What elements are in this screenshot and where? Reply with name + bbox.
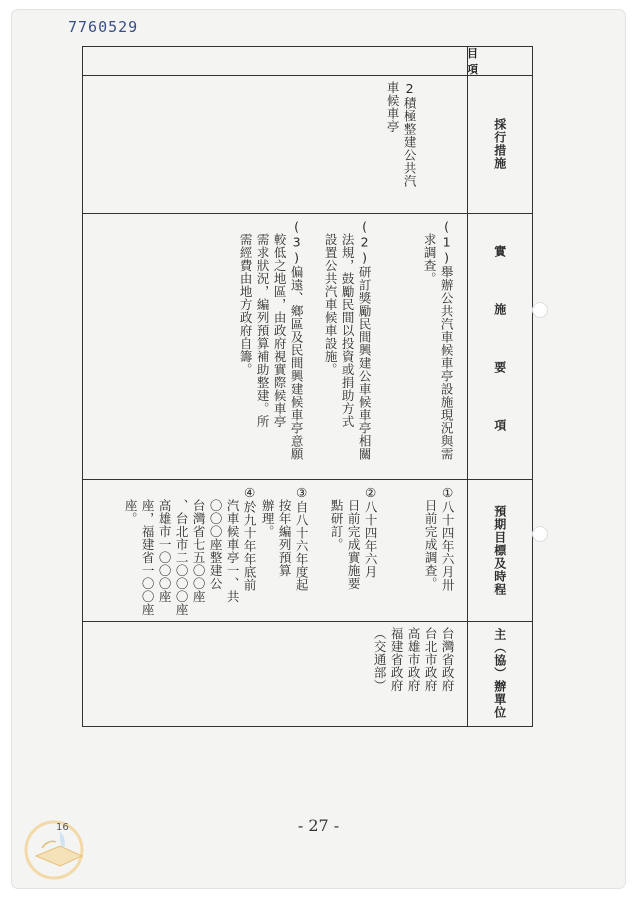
item-line: (1)舉辦公共汽車候車亭設施現況與需 (439, 219, 455, 461)
row-header-agencies: 主（協）辦單位 (492, 628, 507, 719)
item-line: 需求狀況，編列預算補助整建。所 (255, 233, 271, 428)
archive-logo-icon (20, 812, 100, 882)
target-line: ①八十四年六月卅 (440, 485, 456, 592)
item-line: 較低之地區，由政府視實際候車亭 (272, 233, 288, 428)
header-column-title: 目 項 (467, 47, 492, 76)
page-number: - 27 - (297, 816, 340, 835)
agency-line: 高雄市政府 (406, 627, 422, 692)
svg-text:16: 16 (56, 822, 69, 833)
binder-hole (532, 302, 548, 318)
item-line: (2)研訂獎勵民間興建公車候車亭相關 (357, 219, 373, 461)
row-divider (83, 75, 532, 76)
target-line: 台灣省七五〇〇座 (191, 499, 207, 603)
plan-table (82, 46, 533, 727)
target-line: ④於九十年年底前 (242, 485, 258, 592)
measure-line: 2積極整建公共汽 (402, 81, 418, 188)
document-number: 7760529 (68, 18, 139, 36)
binder-hole (532, 526, 548, 542)
target-line: 按年編列預算 (277, 499, 293, 577)
row-divider (83, 621, 532, 622)
measure-line: 車候車亭 (385, 81, 401, 133)
target-line: 辦理。 (260, 499, 276, 538)
row-divider (83, 479, 532, 480)
target-line: 座。 (123, 499, 139, 525)
row-header-targets: 預期目標及時程 (492, 504, 507, 596)
target-line: 〇〇〇座整建公 (208, 499, 224, 590)
target-line: 、台北市二〇〇〇座 (174, 499, 190, 616)
agency-line: 台灣省政府 (440, 627, 456, 692)
target-line: ②八十四年六月 (363, 485, 379, 579)
item-line: 求調查。 (422, 233, 438, 285)
agency-line: （交通部） (372, 627, 388, 692)
item-line: 法規，鼓勵民間以投資或捐助方式 (340, 233, 356, 428)
target-line: 座，福建省一〇〇座 (140, 499, 156, 616)
target-line: ③自八十六年度起 (294, 485, 310, 592)
target-line: 高雄市一〇〇〇座 (157, 499, 173, 603)
item-line: 需經費由地方政府自籌。 (238, 233, 254, 376)
agency-line: 台北市政府 (423, 627, 439, 692)
row-divider (83, 213, 532, 214)
target-line: 日前完成調查。 (423, 499, 439, 590)
target-line: 點研訂。 (329, 499, 345, 551)
row-header-measures: 採行措施 (492, 118, 507, 170)
target-line: 汽車候車亭一、共 (225, 499, 241, 603)
row-header-items: 實 施 要 項 (492, 245, 507, 447)
item-line: 設置公共汽車候車設施。 (323, 233, 339, 376)
target-line: 日前完成實施要 (346, 499, 362, 590)
item-line: (3)偏遠、鄉區及民間興建候車亭意願 (289, 219, 305, 461)
agency-line: 福建省政府 (389, 627, 405, 692)
